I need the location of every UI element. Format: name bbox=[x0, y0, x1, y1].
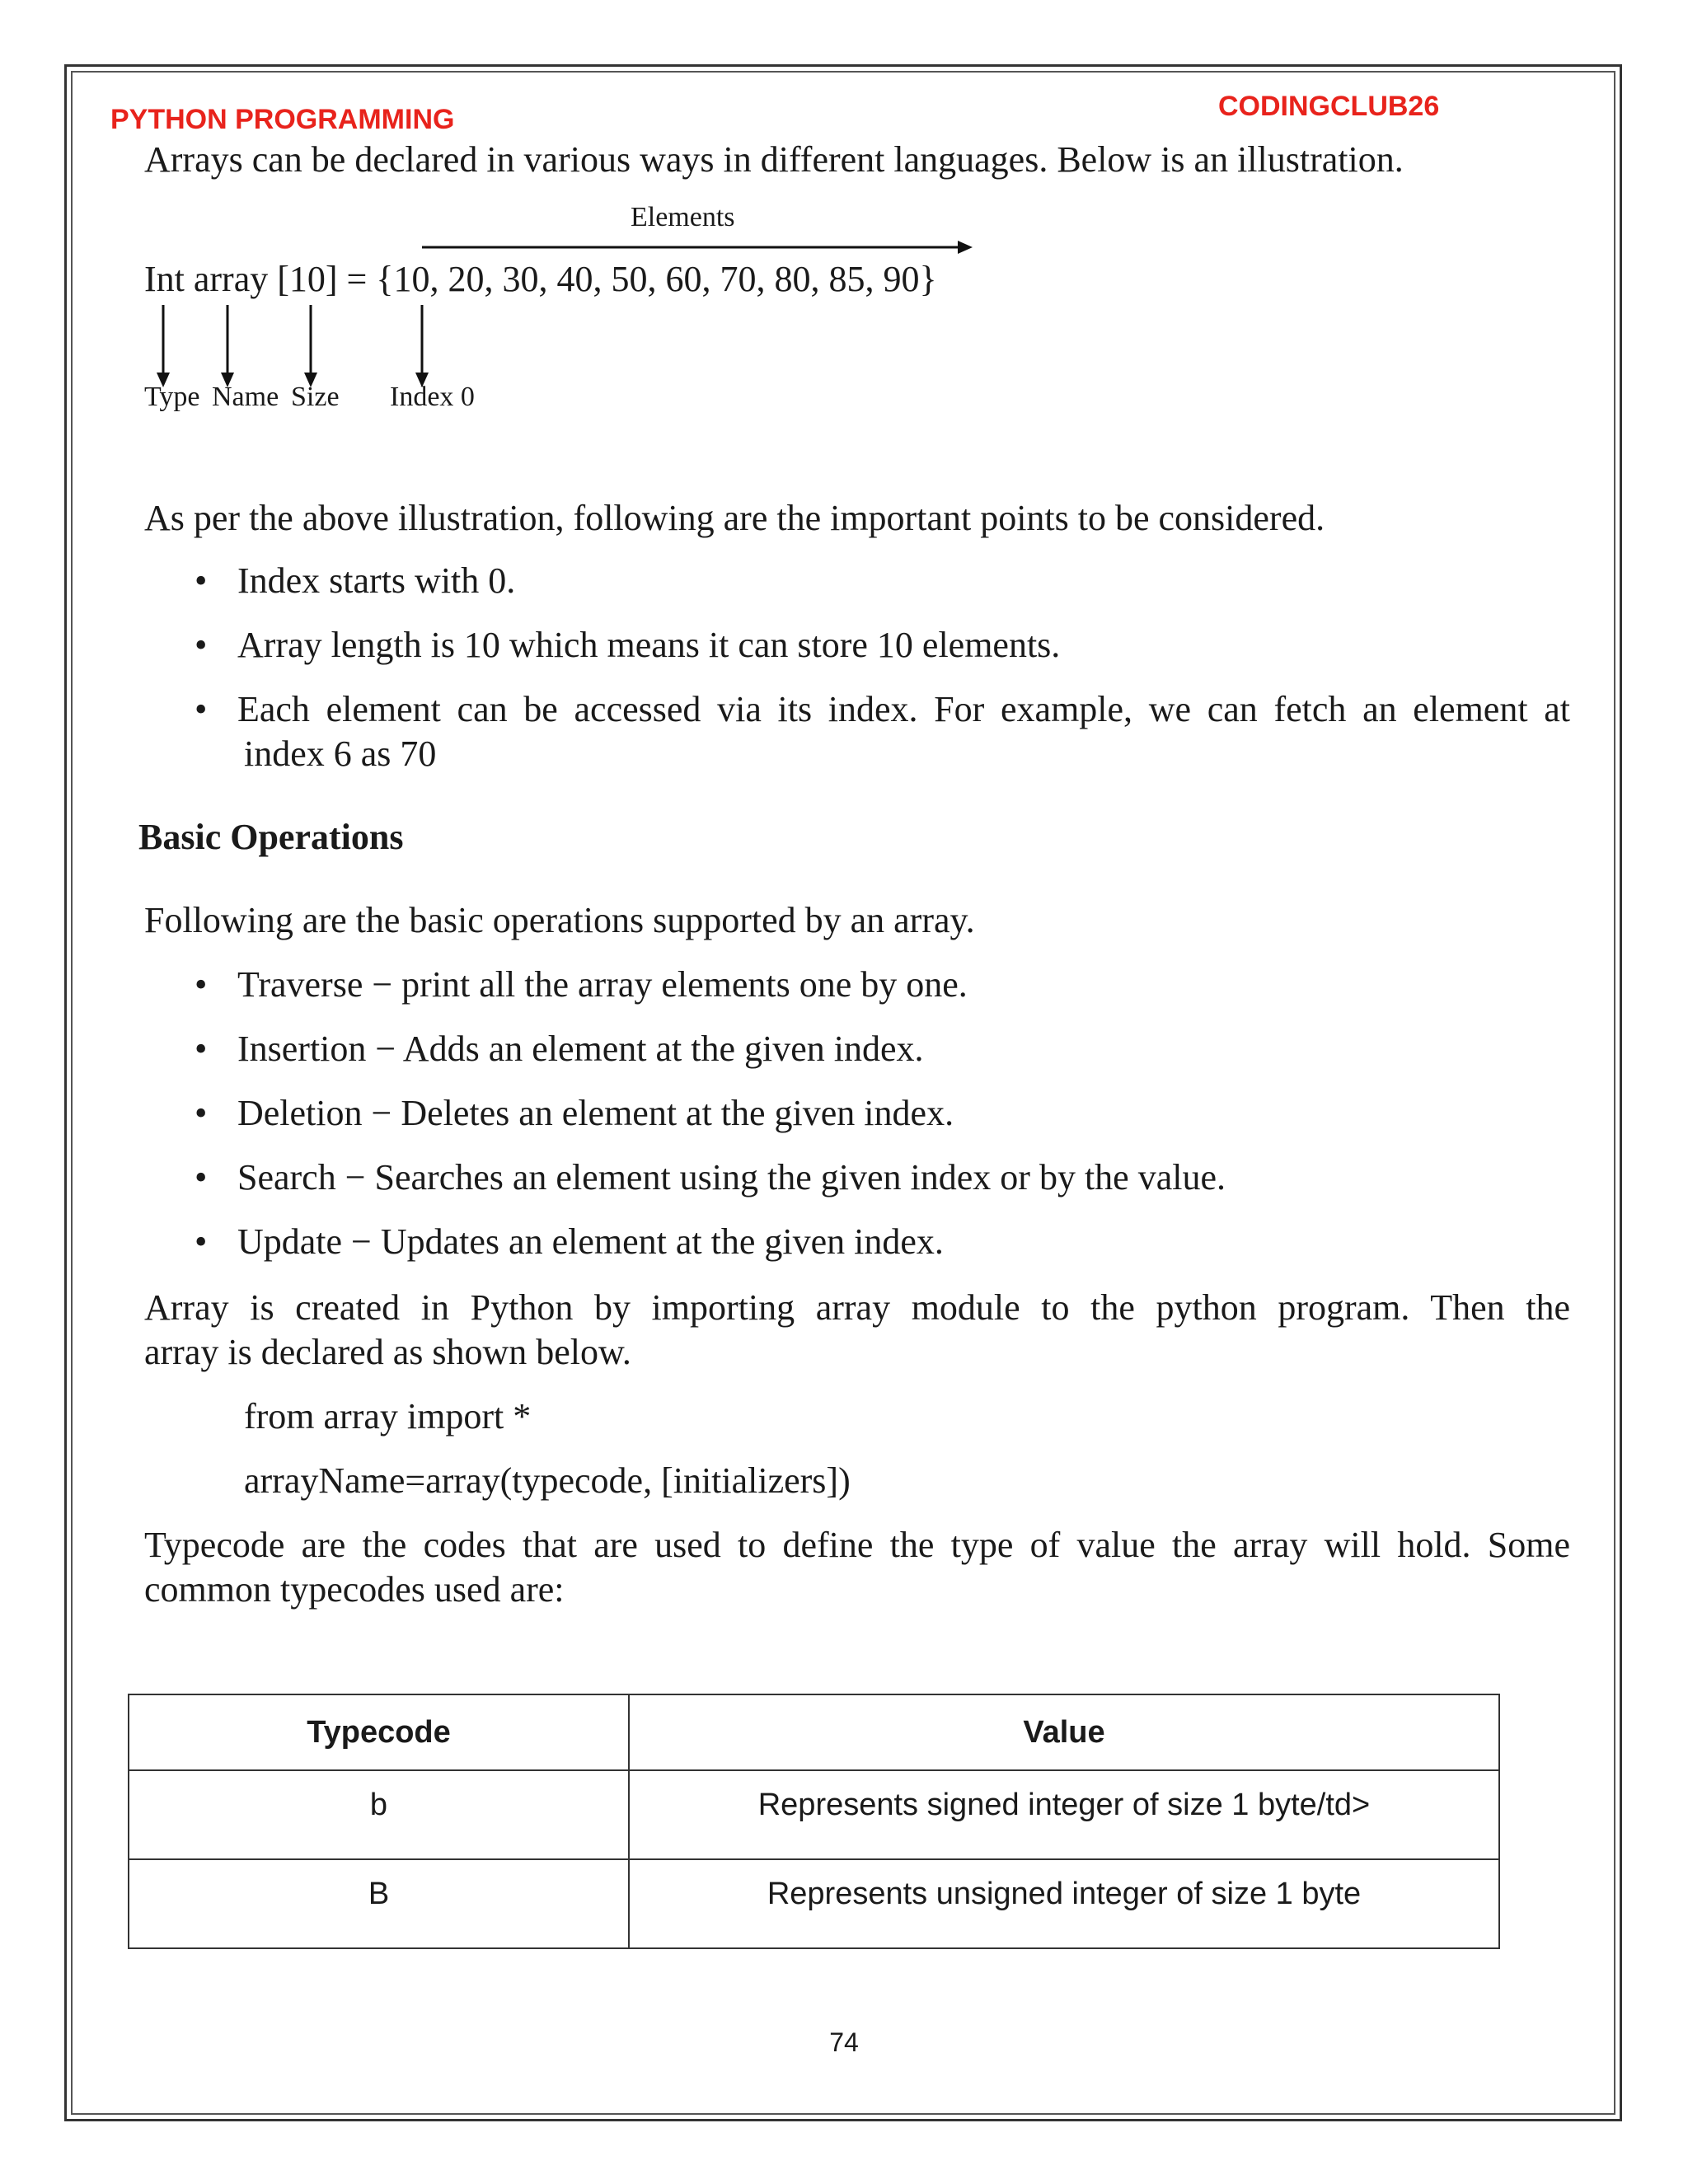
array-paragraph-line2: array is declared as shown below. bbox=[144, 1332, 631, 1372]
header-right: CODINGCLUB26 bbox=[1218, 91, 1440, 122]
table-header: Typecode bbox=[129, 1694, 629, 1770]
point-item: Each element can be accessed via its index. For example, we can fetch an element at bbox=[237, 689, 1570, 729]
points-intro: As per the above illustration, following are the important points to be considered. bbox=[144, 498, 1325, 538]
op-item: Insertion − Adds an element at the given index. bbox=[237, 1029, 924, 1069]
label-index0: Index 0 bbox=[390, 382, 475, 412]
header-left: PYTHON PROGRAMMING bbox=[110, 104, 455, 135]
bullet-icon: • bbox=[195, 625, 208, 665]
op-item: Search − Searches an element using the given index or by the value. bbox=[237, 1157, 1226, 1197]
typecode-paragraph-line1: Typecode are the codes that are used to define the type of value the array will hold. Some bbox=[144, 1525, 1570, 1565]
bullet-icon: • bbox=[195, 1157, 208, 1197]
label-name: Name bbox=[212, 382, 279, 412]
op-item: Update − Updates an element at the given index. bbox=[237, 1221, 944, 1262]
bullet-icon: • bbox=[195, 964, 208, 1005]
bullet-icon: • bbox=[195, 1093, 208, 1133]
page-number: 74 bbox=[829, 2027, 859, 2057]
bullet-icon: • bbox=[195, 1221, 208, 1262]
op-item: Deletion − Deletes an element at the given index. bbox=[237, 1093, 954, 1133]
point-item: Array length is 10 which means it can store 10 elements. bbox=[237, 625, 1061, 665]
point-item: Index starts with 0. bbox=[237, 560, 516, 601]
label-size: Size bbox=[291, 382, 340, 412]
intro-text: Arrays can be declared in various ways in different languages. Below is an illustration. bbox=[144, 139, 1404, 180]
bullet-icon: • bbox=[195, 1029, 208, 1069]
ops-intro: Following are the basic operations supported by an array. bbox=[144, 900, 975, 940]
bullet-icon: • bbox=[195, 689, 208, 729]
label-type: Type bbox=[144, 382, 200, 412]
code-line: arrayName=array(typecode, [initializers]) bbox=[244, 1460, 851, 1501]
bullet-icon: • bbox=[195, 560, 208, 601]
typecode-table bbox=[128, 1694, 1500, 1949]
elements-label: Elements bbox=[631, 202, 735, 232]
array-declaration: Int array [10] = {10, 20, 30, 40, 50, 60, 70, 80, 85, 90} bbox=[144, 259, 937, 299]
table-row bbox=[129, 1770, 1499, 1859]
table-cell: Represents signed integer of size 1 byte/td> bbox=[629, 1770, 1499, 1859]
section-heading: Basic Operations bbox=[138, 817, 404, 857]
array-paragraph-line1: Array is created in Python by importing array module to the python program. Then the bbox=[144, 1287, 1570, 1328]
table-header-row bbox=[129, 1694, 1499, 1770]
table-cell: Represents unsigned integer of size 1 byte bbox=[629, 1859, 1499, 1948]
table-cell: B bbox=[129, 1859, 629, 1948]
table-header: Value bbox=[629, 1694, 1499, 1770]
array-diagram-arrows bbox=[0, 0, 1688, 429]
table-row bbox=[129, 1859, 1499, 1948]
op-item: Traverse − print all the array elements one by one. bbox=[237, 964, 968, 1005]
table-cell: b bbox=[129, 1770, 629, 1859]
code-line: from array import * bbox=[244, 1396, 532, 1436]
typecode-paragraph-line2: common typecodes used are: bbox=[144, 1569, 565, 1610]
point-item-continued: index 6 as 70 bbox=[244, 733, 437, 774]
